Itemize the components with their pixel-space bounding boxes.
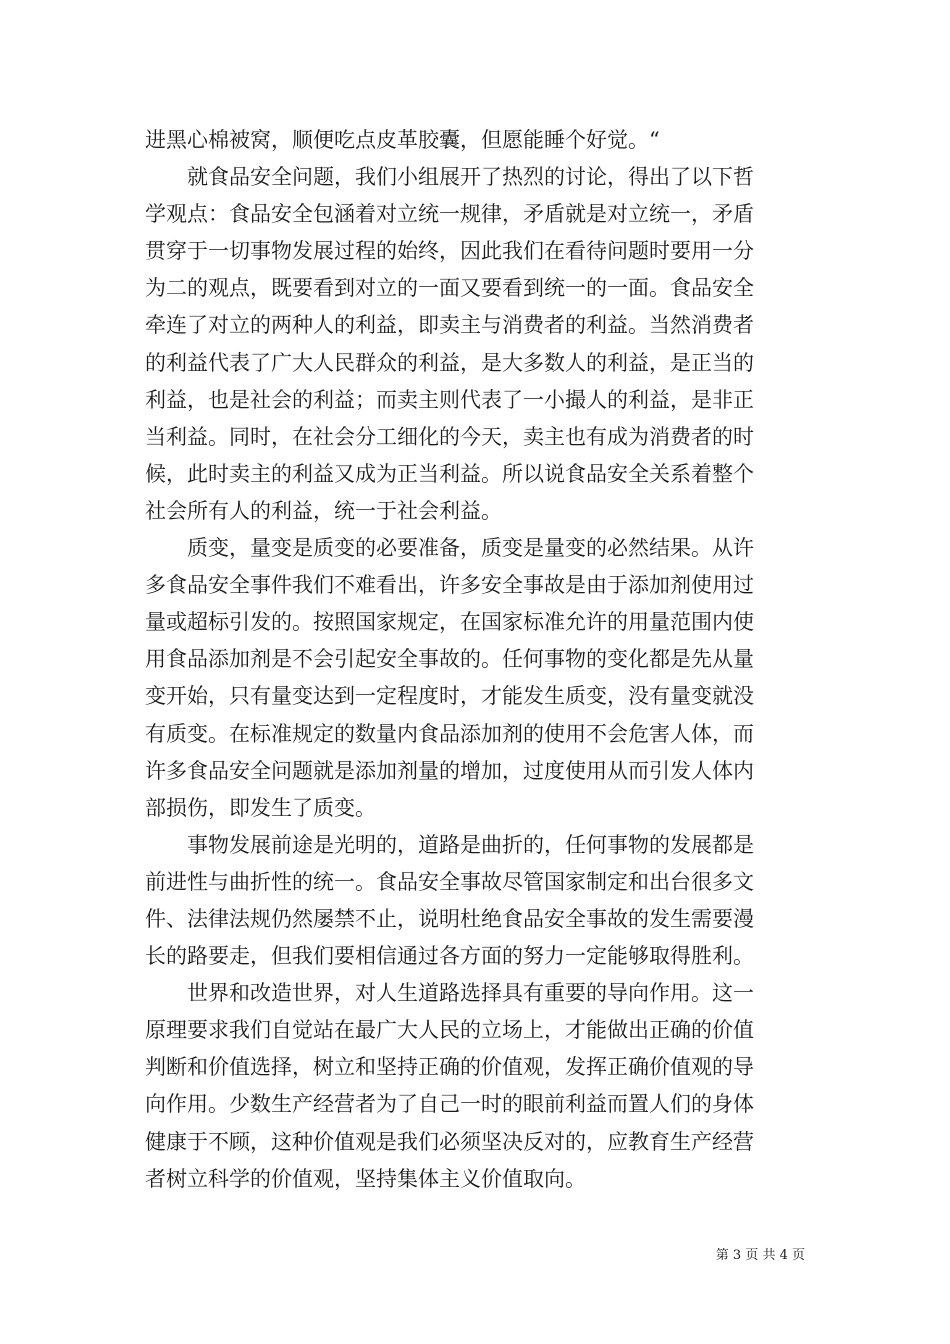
text-line: 件、法律法规仍然屡禁不止，说明杜绝食品安全事故的发生需要漫 [145,906,754,931]
text-line: 许多食品安全问题就是添加剂量的增加，过度使用从而引发人体内 [145,758,754,783]
text-line: 原理要求我们自觉站在最广大人民的立场上，才能做出正确的价值 [145,1018,754,1043]
text-line: 的利益代表了广大人民群众的利益，是大多数人的利益，是正当的 [145,350,754,375]
text-line: 长的路要走，但我们要相信通过各方面的努力一定能够取得胜利。 [145,944,754,969]
paragraph-first-line: 质变，量变是质变的必要准备，质变是量变的必然结果。从许 [187,536,754,561]
text-line: 量或超标引发的。按照国家规定，在国家标准允许的用量范围内使 [145,610,754,635]
text-line: 学观点：食品安全包涵着对立统一规律，矛盾就是对立统一，矛盾 [145,202,754,227]
body-text [145,122,805,1198]
paragraph-first-line: 就食品安全问题，我们小组展开了热烈的讨论，得出了以下哲 [187,165,754,190]
text-line: 判断和价值选择，树立和坚持正确的价值观，发挥正确价值观的导 [145,1055,754,1080]
text-line: 有质变。在标准规定的数量内食品添加剂的使用不会危害人体，而 [145,721,754,746]
text-line: 多食品安全事件我们不难看出，许多安全事故是由于添加剂使用过 [145,573,754,598]
text-line: 用食品添加剂是不会引起安全事故的。任何事物的变化都是先从量 [145,647,754,672]
text-line: 向作用。少数生产经营者为了自己一时的眼前利益而置人们的身体 [145,1092,754,1117]
text-line: 变开始，只有量变达到一定程度时，才能发生质变，没有量变就没 [145,684,754,709]
text-line: 当利益。同时，在社会分工细化的今天，卖主也有成为消费者的时 [145,424,754,449]
page-number: 第 3 页 共 4 页 [715,1248,805,1263]
text-line: 健康于不顾，这种价值观是我们必须坚决反对的，应教育生产经营 [145,1129,754,1154]
text-line: 社会所有人的利益，统一于社会利益。 [145,498,502,523]
text-line: 者树立科学的价值观，坚持集体主义价值取向。 [145,1166,586,1191]
text-line: 进黑心棉被窝，顺便吃点皮革胶囊，但愿能睡个好觉。“ [145,128,660,152]
text-line: 牵连了对立的两种人的利益，即卖主与消费者的利益。当然消费者 [145,313,754,338]
text-line: 为二的观点，既要看到对立的一面又要看到统一的一面。食品安全 [145,276,754,301]
text-line: 部损伤，即发生了质变。 [145,795,376,820]
text-line: 候，此时卖主的利益又成为正当利益。所以说食品安全关系着整个 [145,461,754,486]
paragraph-first-line: 事物发展前途是光明的，道路是曲折的，任何事物的发展都是 [187,832,754,857]
text-line: 贯穿于一切事物发展过程的始终，因此我们在看待问题时要用一分 [145,239,754,264]
text-line: 前进性与曲折性的统一。食品安全事故尽管国家制定和出台很多文 [145,869,754,894]
paragraph-first-line: 世界和改造世界，对人生道路选择具有重要的导向作用。这一 [187,981,754,1006]
text-line: 利益，也是社会的利益；而卖主则代表了一小撮人的利益，是非正 [145,387,754,412]
